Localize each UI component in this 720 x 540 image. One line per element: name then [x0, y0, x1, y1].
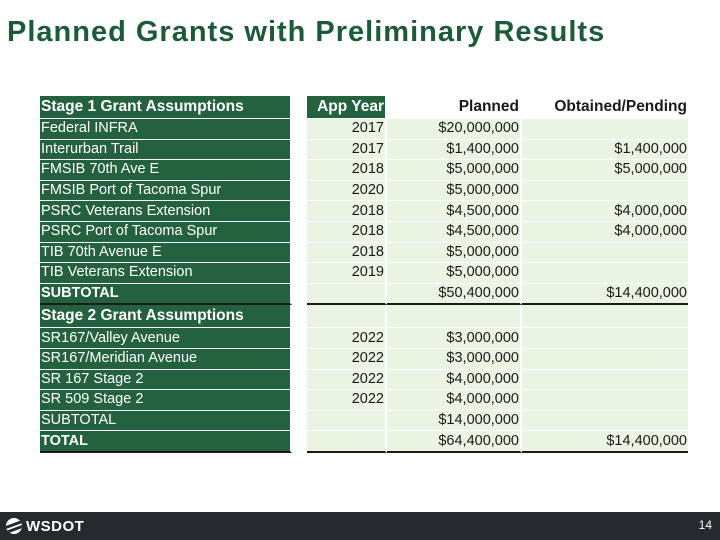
grant-name: PSRC Veterans Extension	[40, 201, 292, 222]
obtained-header: Obtained/Pending	[522, 96, 688, 119]
app-year: 2022	[307, 349, 387, 370]
table-row	[40, 349, 688, 370]
page-number: 14	[698, 518, 712, 532]
table-row	[40, 140, 688, 161]
app-year: 2018	[307, 201, 387, 222]
obtained-amount	[522, 243, 688, 264]
obtained-amount: $5,000,000	[522, 160, 688, 181]
planned-amount: $1,400,000	[387, 140, 522, 161]
app-year: 2022	[307, 370, 387, 391]
planned-amount: $4,000,000	[387, 370, 522, 391]
grant-name: SR167/Valley Avenue	[40, 328, 292, 349]
total-obtained: $14,400,000	[522, 431, 688, 453]
subtotal-obtained	[522, 411, 688, 432]
table-row	[40, 181, 688, 202]
stage1-subtotal-row	[40, 284, 688, 306]
planned-amount: $3,000,000	[387, 349, 522, 370]
subtotal-obtained: $14,400,000	[522, 284, 688, 306]
stage2-subtotal-row	[40, 411, 688, 432]
obtained-amount	[522, 328, 688, 349]
planned-amount: $5,000,000	[387, 263, 522, 284]
obtained-amount	[522, 263, 688, 284]
planned-amount: $4,500,000	[387, 222, 522, 243]
obtained-amount: $1,400,000	[522, 140, 688, 161]
obtained-amount	[522, 119, 688, 140]
app-year: 2017	[307, 119, 387, 140]
planned-amount: $5,000,000	[387, 243, 522, 264]
app-year: 2018	[307, 243, 387, 264]
app-year: 2022	[307, 328, 387, 349]
obtained-amount	[522, 390, 688, 411]
planned-amount: $4,500,000	[387, 201, 522, 222]
table-row	[40, 160, 688, 181]
table-row	[40, 370, 688, 391]
planned-header: Planned	[387, 96, 522, 119]
obtained-amount: $4,000,000	[522, 201, 688, 222]
wsdot-logo	[6, 517, 84, 535]
app-year: 2020	[307, 181, 387, 202]
footer-bar	[0, 512, 720, 540]
table-row	[40, 243, 688, 264]
app-year: 2018	[307, 160, 387, 181]
grant-name: TIB 70th Avenue E	[40, 243, 292, 264]
slide-title: Planned Grants with Preliminary Results	[7, 16, 606, 48]
planned-amount: $20,000,000	[387, 119, 522, 140]
app-year: 2022	[307, 390, 387, 411]
planned-amount: $3,000,000	[387, 328, 522, 349]
table-row	[40, 119, 688, 140]
total-row	[40, 431, 688, 453]
app-year	[307, 284, 387, 306]
grant-name: PSRC Port of Tacoma Spur	[40, 222, 292, 243]
total-planned: $64,400,000	[387, 431, 522, 453]
stage2-header-row	[40, 305, 688, 328]
obtained-amount	[522, 370, 688, 391]
grant-name: SR167/Meridian Avenue	[40, 349, 292, 370]
obtained-amount: $4,000,000	[522, 222, 688, 243]
table-row	[40, 222, 688, 243]
subtotal-label: SUBTOTAL	[40, 411, 292, 432]
logo-text: WSDOT	[26, 517, 85, 535]
obtained-amount	[522, 349, 688, 370]
grant-name: TIB Veterans Extension	[40, 263, 292, 284]
planned-amount: $4,000,000	[387, 390, 522, 411]
stage1-header: Stage 1 Grant Assumptions	[40, 96, 292, 119]
app-year: 2018	[307, 222, 387, 243]
grant-name: Interurban Trail	[40, 140, 292, 161]
grants-table	[40, 96, 688, 453]
table-row	[40, 263, 688, 284]
table-row	[40, 328, 688, 349]
subtotal-planned: $50,400,000	[387, 284, 522, 306]
app-year: 2017	[307, 140, 387, 161]
subtotal-label: SUBTOTAL	[40, 284, 292, 306]
stage2-header: Stage 2 Grant Assumptions	[40, 305, 292, 328]
grant-name: SR 509 Stage 2	[40, 390, 292, 411]
grant-name: Federal INFRA	[40, 119, 292, 140]
app-year-header: App Year	[307, 96, 387, 119]
table-row	[40, 201, 688, 222]
obtained-amount	[522, 181, 688, 202]
grant-name: FMSIB 70th Ave E	[40, 160, 292, 181]
grant-name: FMSIB Port of Tacoma Spur	[40, 181, 292, 202]
total-label: TOTAL	[40, 431, 292, 453]
stage1-header-row	[40, 96, 688, 119]
wsdot-logo-icon	[6, 518, 22, 534]
app-year: 2019	[307, 263, 387, 284]
table-row	[40, 390, 688, 411]
planned-amount: $5,000,000	[387, 160, 522, 181]
planned-amount: $5,000,000	[387, 181, 522, 202]
grant-name: SR 167 Stage 2	[40, 370, 292, 391]
subtotal-planned: $14,000,000	[387, 411, 522, 432]
